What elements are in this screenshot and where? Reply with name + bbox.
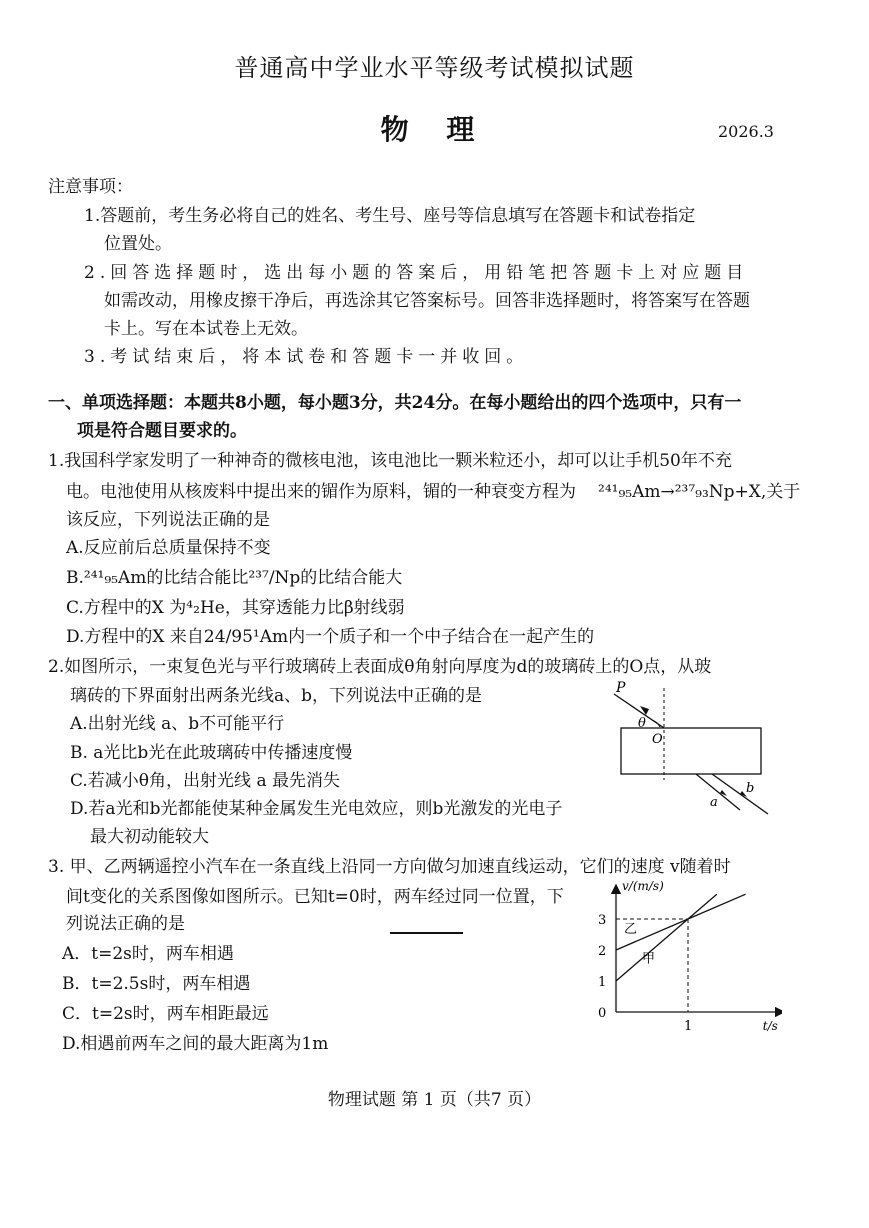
y-tick-label: 0 <box>598 1006 607 1021</box>
q1-stem: 1.我国科学家发明了一种神奇的微核电池，该电池比一颗米粒还小，却可以让手机50年不充 <box>48 451 732 471</box>
label-theta: θ <box>638 716 646 731</box>
series-line-2 <box>616 894 717 981</box>
page-footer: 物理试题 第 1 页（共7 页） <box>327 1090 542 1110</box>
ray-a <box>696 774 740 810</box>
q3-stem: 间t变化的关系图像如图所示。已知t=0时，两车经过同一位置，下 <box>66 887 564 907</box>
q1-equation: ²⁴¹₉₅Am→²³⁷₉₃Np+X,关于 <box>598 482 801 502</box>
velocity-time-chart <box>592 878 782 1038</box>
notice-item: 如需改动，用橡皮擦干净后，再选涂其它答案标号。回答非选择题时，将答案写在答题 <box>104 291 750 311</box>
exam-date: 2026.3 <box>718 122 774 141</box>
q1-stem: 电。电池使用从核废料中提出来的镅作为原料，镅的一种衰变方程为 <box>66 482 576 502</box>
glass-slab-figure <box>600 680 780 820</box>
q3-option-c: C．t=2s时，两车相距最远 <box>62 1004 269 1024</box>
q2-option-d: D.若a光和b光都能使某种金属发生光电效应，则b光激发的光电子 <box>70 799 563 819</box>
exam-title: 普通高中学业水平等级考试模拟试题 <box>234 54 635 82</box>
series-label: 乙 <box>624 921 638 937</box>
notice-item: 卡上。写在本试卷上无效。 <box>104 319 308 339</box>
x-tick-label: 1 <box>684 1019 693 1034</box>
x-axis-label: t/s <box>762 1019 778 1033</box>
y-tick-label: 2 <box>598 944 607 959</box>
notice-item: 位置处。 <box>104 234 172 254</box>
q3-option-b: B．t=2.5s时，两车相遇 <box>62 974 251 994</box>
y-tick-label: 3 <box>598 913 607 928</box>
notice-item: 2.回答选择题时，选出每小题的答案后，用铅笔把答题卡上对应题目 <box>84 263 749 283</box>
q1-stem: 该反应，下列说法正确的是 <box>66 510 270 530</box>
section-heading: 一、单项选择题：本题共8小题，每小题3分，共24分。在每小题给出的四个选项中，只有一 <box>48 393 742 413</box>
q3-option-a: A．t=2s时，两车相遇 <box>62 944 234 964</box>
series-label: 甲 <box>642 951 656 967</box>
label-b: b <box>746 781 755 796</box>
q2-option-d-cont: 最大初动能较大 <box>90 827 209 847</box>
q2-option-b: B. a光比b光在此玻璃砖中传播速度慢 <box>70 743 353 763</box>
q3-stem: 列说法正确的是 <box>66 914 185 934</box>
q1-option-a: A.反应前后总质量保持不变 <box>66 538 271 558</box>
label-p: P <box>616 680 626 696</box>
notice-item: 1.答题前，考生务必将自己的姓名、考生号、座号等信息填写在答题卡和试卷指定 <box>84 206 696 226</box>
blank-line <box>390 932 463 934</box>
label-o: O <box>652 732 663 747</box>
q3-option-d: D.相遇前两车之间的最大距离为1m <box>62 1034 329 1054</box>
y-tick-label: 1 <box>598 975 607 990</box>
incident-ray-arrow <box>640 706 649 715</box>
section-heading-cont: 项是符合题目要求的。 <box>77 421 247 441</box>
glass-slab <box>621 728 761 774</box>
q1-option-b: B.²⁴¹₉₅Am的比结合能比²³⁷/Np的比结合能大 <box>66 568 403 588</box>
q2-option-c: C.若减小θ角，出射光线 a 最先消失 <box>70 771 340 791</box>
q1-option-c: C.方程中的X 为⁴₂He，其穿透能力比β射线弱 <box>66 598 405 618</box>
q2-option-a: A.出射光线 a、b不可能平行 <box>70 714 285 734</box>
y-axis-label: v/(m/s) <box>622 879 664 894</box>
label-a: a <box>710 795 718 810</box>
q3-stem: 3. 甲、乙两辆遥控小汽车在一条直线上沿同一方向做匀加速直线运动，它们的速度 v随着时 <box>48 857 731 877</box>
q1-option-d: D.方程中的X 来自24/95¹Am内一个质子和一个中子结合在一起产生的 <box>66 627 595 647</box>
q2-stem: 璃砖的下界面射出两条光线a、b，下列说法中正确的是 <box>70 686 483 706</box>
q2-stem: 2.如图所示，一束复色光与平行玻璃砖上表面成θ角射向厚度为d的玻璃砖上的O点，从玻 <box>48 657 712 677</box>
notice-heading: 注意事项： <box>48 177 133 197</box>
subject-title: 物 理 <box>380 113 489 146</box>
notice-item: 3.考试结束后，将本试卷和答题卡一并收回。 <box>84 347 529 367</box>
